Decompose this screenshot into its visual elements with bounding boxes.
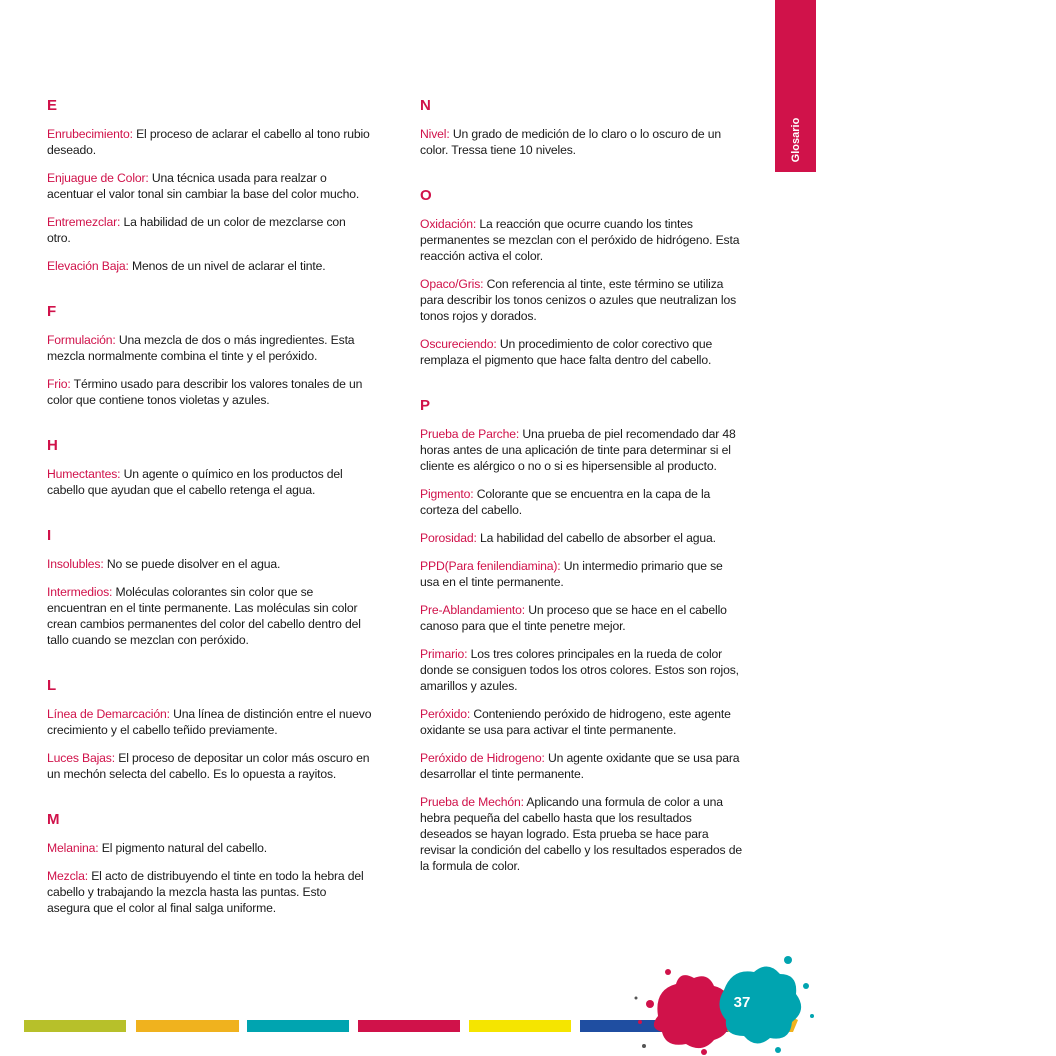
glossary-definition: La habilidad del cabello de absorber el agua.: [476, 531, 716, 545]
glossary-definition: Un agente o químico en los productos del cabello que ayudan que el cabello retenga el agua.: [47, 467, 343, 497]
glossary-section-l: [47, 676, 372, 782]
glossary-term: Oscureciendo:: [420, 337, 497, 351]
glossary-entry: [47, 868, 372, 916]
glossary-definition: Aplicando una formula de color a una hebra pequeña del cabello hasta que los resultados deseados se hayan logrado. Esta prueba se hace para revisar la condición del cabello y los resultados esperados de la formula de color.: [420, 795, 742, 873]
glossary-entry: [47, 750, 372, 782]
glossary-definition: El proceso de depositar un color más oscuro en un mechón selecta del cabello. Es lo opuesta a rayitos.: [47, 751, 370, 781]
glossary-term: Opaco/Gris:: [420, 277, 484, 291]
side-tab-label: Glosario: [789, 117, 802, 163]
glossary-section-e: [47, 96, 372, 274]
glossary-left-column: [47, 96, 372, 944]
glossary-definition: Moléculas colorantes sin color que se encuentran en el tinte permanente. Las moléculas sin color crean cambios permanentes del color del cabello dentro del tallo cuando se mezclan con peróxido.: [47, 585, 361, 647]
glossary-term: Prueba de Parche:: [420, 427, 520, 441]
glossary-term: Frio:: [47, 377, 71, 391]
glossary-entry: [47, 466, 372, 498]
glossary-entry: [420, 530, 745, 546]
glossary-section-o: [420, 186, 745, 368]
section-letter: F: [47, 303, 57, 320]
glossary-entry: [420, 602, 745, 634]
glossary-section-p: [420, 396, 745, 874]
glossary-section-h: [47, 436, 372, 498]
glossary-definition: El acto de distribuyendo el tinte en todo la hebra del cabello y trabajando la mezcla hasta las puntas. Esto asegura que el color al final salga uniforme.: [47, 869, 364, 915]
glossary-entry: [420, 646, 745, 694]
glossary-definition: La habilidad de un color de mezclarse con otro.: [47, 215, 346, 245]
glossary-term: Luces Bajas:: [47, 751, 115, 765]
section-letter: N: [420, 97, 431, 114]
glossary-term: Formulación:: [47, 333, 116, 347]
glossary-right-column: [420, 96, 745, 902]
glossary-term: Entremezclar:: [47, 215, 121, 229]
glossary-term: Oxidación:: [420, 217, 477, 231]
glossary-term: Intermedios:: [47, 585, 113, 599]
glossary-term: Pigmento:: [420, 487, 474, 501]
glossary-definition: Una mezcla de dos o más ingredientes. Esta mezcla normalmente combina el tinte y el peróxido.: [47, 333, 355, 363]
glossary-entry: [47, 214, 372, 246]
glossary-section-f: [47, 302, 372, 408]
section-letter: I: [47, 527, 52, 544]
section-letter: E: [47, 97, 58, 114]
glossary-definition: Una línea de distinción entre el nuevo crecimiento y el cabello teñido previamente.: [47, 707, 372, 737]
glossary-section-m: [47, 810, 372, 916]
glossary-term: Enrubecimiento:: [47, 127, 133, 141]
glossary-entry: [47, 584, 372, 648]
footer-color-bar: [469, 1020, 571, 1032]
glossary-entry: [420, 486, 745, 518]
glossary-term: Melanina:: [47, 841, 99, 855]
glossary-definition: La reacción que ocurre cuando los tintes permanentes se mezclan con el peróxido de hidrógeno. Esta reacción activa el color.: [420, 217, 740, 263]
glossary-entry: [420, 336, 745, 368]
glossary-entry: [47, 126, 372, 158]
glossary-entry: [420, 750, 745, 782]
glossary-definition: Un proceso que se hace en el cabello canoso para que el tinte penetre mejor.: [420, 603, 727, 633]
glossary-definition: El pigmento natural del cabello.: [98, 841, 267, 855]
glossary-term: Pre-Ablandamiento:: [420, 603, 526, 617]
section-letter: P: [420, 397, 431, 414]
glossary-entry: [420, 276, 745, 324]
glossary-definition: Una técnica usada para realzar o acentuar el valor tonal sin cambiar la base del color mucho.: [47, 171, 360, 201]
page-number: 37: [733, 994, 751, 1011]
glossary-entry: [420, 126, 745, 158]
glossary-term: Insolubles:: [47, 557, 104, 571]
glossary-term: Prueba de Mechón:: [420, 795, 524, 809]
glossary-definition: Un grado de medición de lo claro o lo oscuro de un color. Tressa tiene 10 niveles.: [420, 127, 722, 157]
glossary-definition: Con referencia al tinte, este término se utiliza para describir los tonos cenizos o azules que neutralizan los tonos rojos y dorados.: [420, 277, 737, 323]
section-letter: L: [47, 677, 57, 694]
glossary-term: Enjuague de Color:: [47, 171, 149, 185]
glossary-definition: Una prueba de piel recomendado dar 48 horas antes de una aplicación de tinte para determinar si el cliente es alérgico o no o si es hipersensible al producto.: [420, 427, 736, 473]
glossary-definition: Un intermedio primario que se usa en el tinte permanente.: [420, 559, 723, 589]
glossary-definition: Un procedimiento de color corectivo que remplaza el pigmento que hace falta dentro del cabello.: [420, 337, 713, 367]
glossary-definition: No se puede disolver en el agua.: [103, 557, 281, 571]
glossary-definition: Conteniendo peróxido de hidrogeno, este agente oxidante se usa para activar el tinte permanente.: [420, 707, 731, 737]
section-letter: H: [47, 437, 58, 454]
glossary-entry: [47, 840, 372, 856]
glossary-term: Nivel:: [420, 127, 450, 141]
glossary-entry: [47, 258, 372, 274]
glossary-term: Humectantes:: [47, 467, 121, 481]
glossary-term: Peróxido de Hidrogeno:: [420, 751, 545, 765]
glossary-entry: [420, 794, 745, 874]
glossary-term: Primario:: [420, 647, 468, 661]
glossary-term: Línea de Demarcación:: [47, 707, 170, 721]
glossary-definition: Menos de un nivel de aclarar el tinte.: [128, 259, 326, 273]
section-letter: M: [47, 811, 60, 828]
glossary-entry: [420, 558, 745, 590]
glossary-entry: [47, 170, 372, 202]
glosario-side-tab: [775, 0, 816, 172]
glossary-term: Elevación Baja:: [47, 259, 129, 273]
footer-color-bar: [247, 1020, 349, 1032]
glossary-section-n: [420, 96, 745, 158]
glossary-term: Mezcla:: [47, 869, 88, 883]
glossary-definition: Término usado para describir los valores tonales de un color que contiene tonos violetas y azules.: [47, 377, 363, 407]
glossary-definition: Colorante que se encuentra en la capa de la corteza del cabello.: [420, 487, 711, 517]
section-letter: O: [420, 187, 432, 204]
glossary-entry: [47, 332, 372, 364]
glossary-section-i: [47, 526, 372, 648]
glossary-term: Peróxido:: [420, 707, 471, 721]
glossary-entry: [420, 216, 745, 264]
footer-color-bar: [358, 1020, 460, 1032]
glossary-entry: [47, 706, 372, 738]
glossary-term: PPD(Para fenilendiamina):: [420, 559, 561, 573]
glossary-definition: El proceso de aclarar el cabello al tono rubio deseado.: [47, 127, 370, 157]
glossary-definition: Un agente oxidante que se usa para desarrollar el tinte permanente.: [420, 751, 740, 781]
glossary-entry: [47, 556, 372, 572]
glossary-entry: [420, 426, 745, 474]
footer-color-bar: [24, 1020, 126, 1032]
glossary-definition: Los tres colores principales en la rueda de color donde se consiguen todos los otros colores. Estos son rojos, amarillos y azules.: [420, 647, 739, 693]
glossary-entry: [47, 376, 372, 408]
footer-color-bar: [136, 1020, 239, 1032]
glossary-entry: [420, 706, 745, 738]
glossary-term: Porosidad:: [420, 531, 477, 545]
